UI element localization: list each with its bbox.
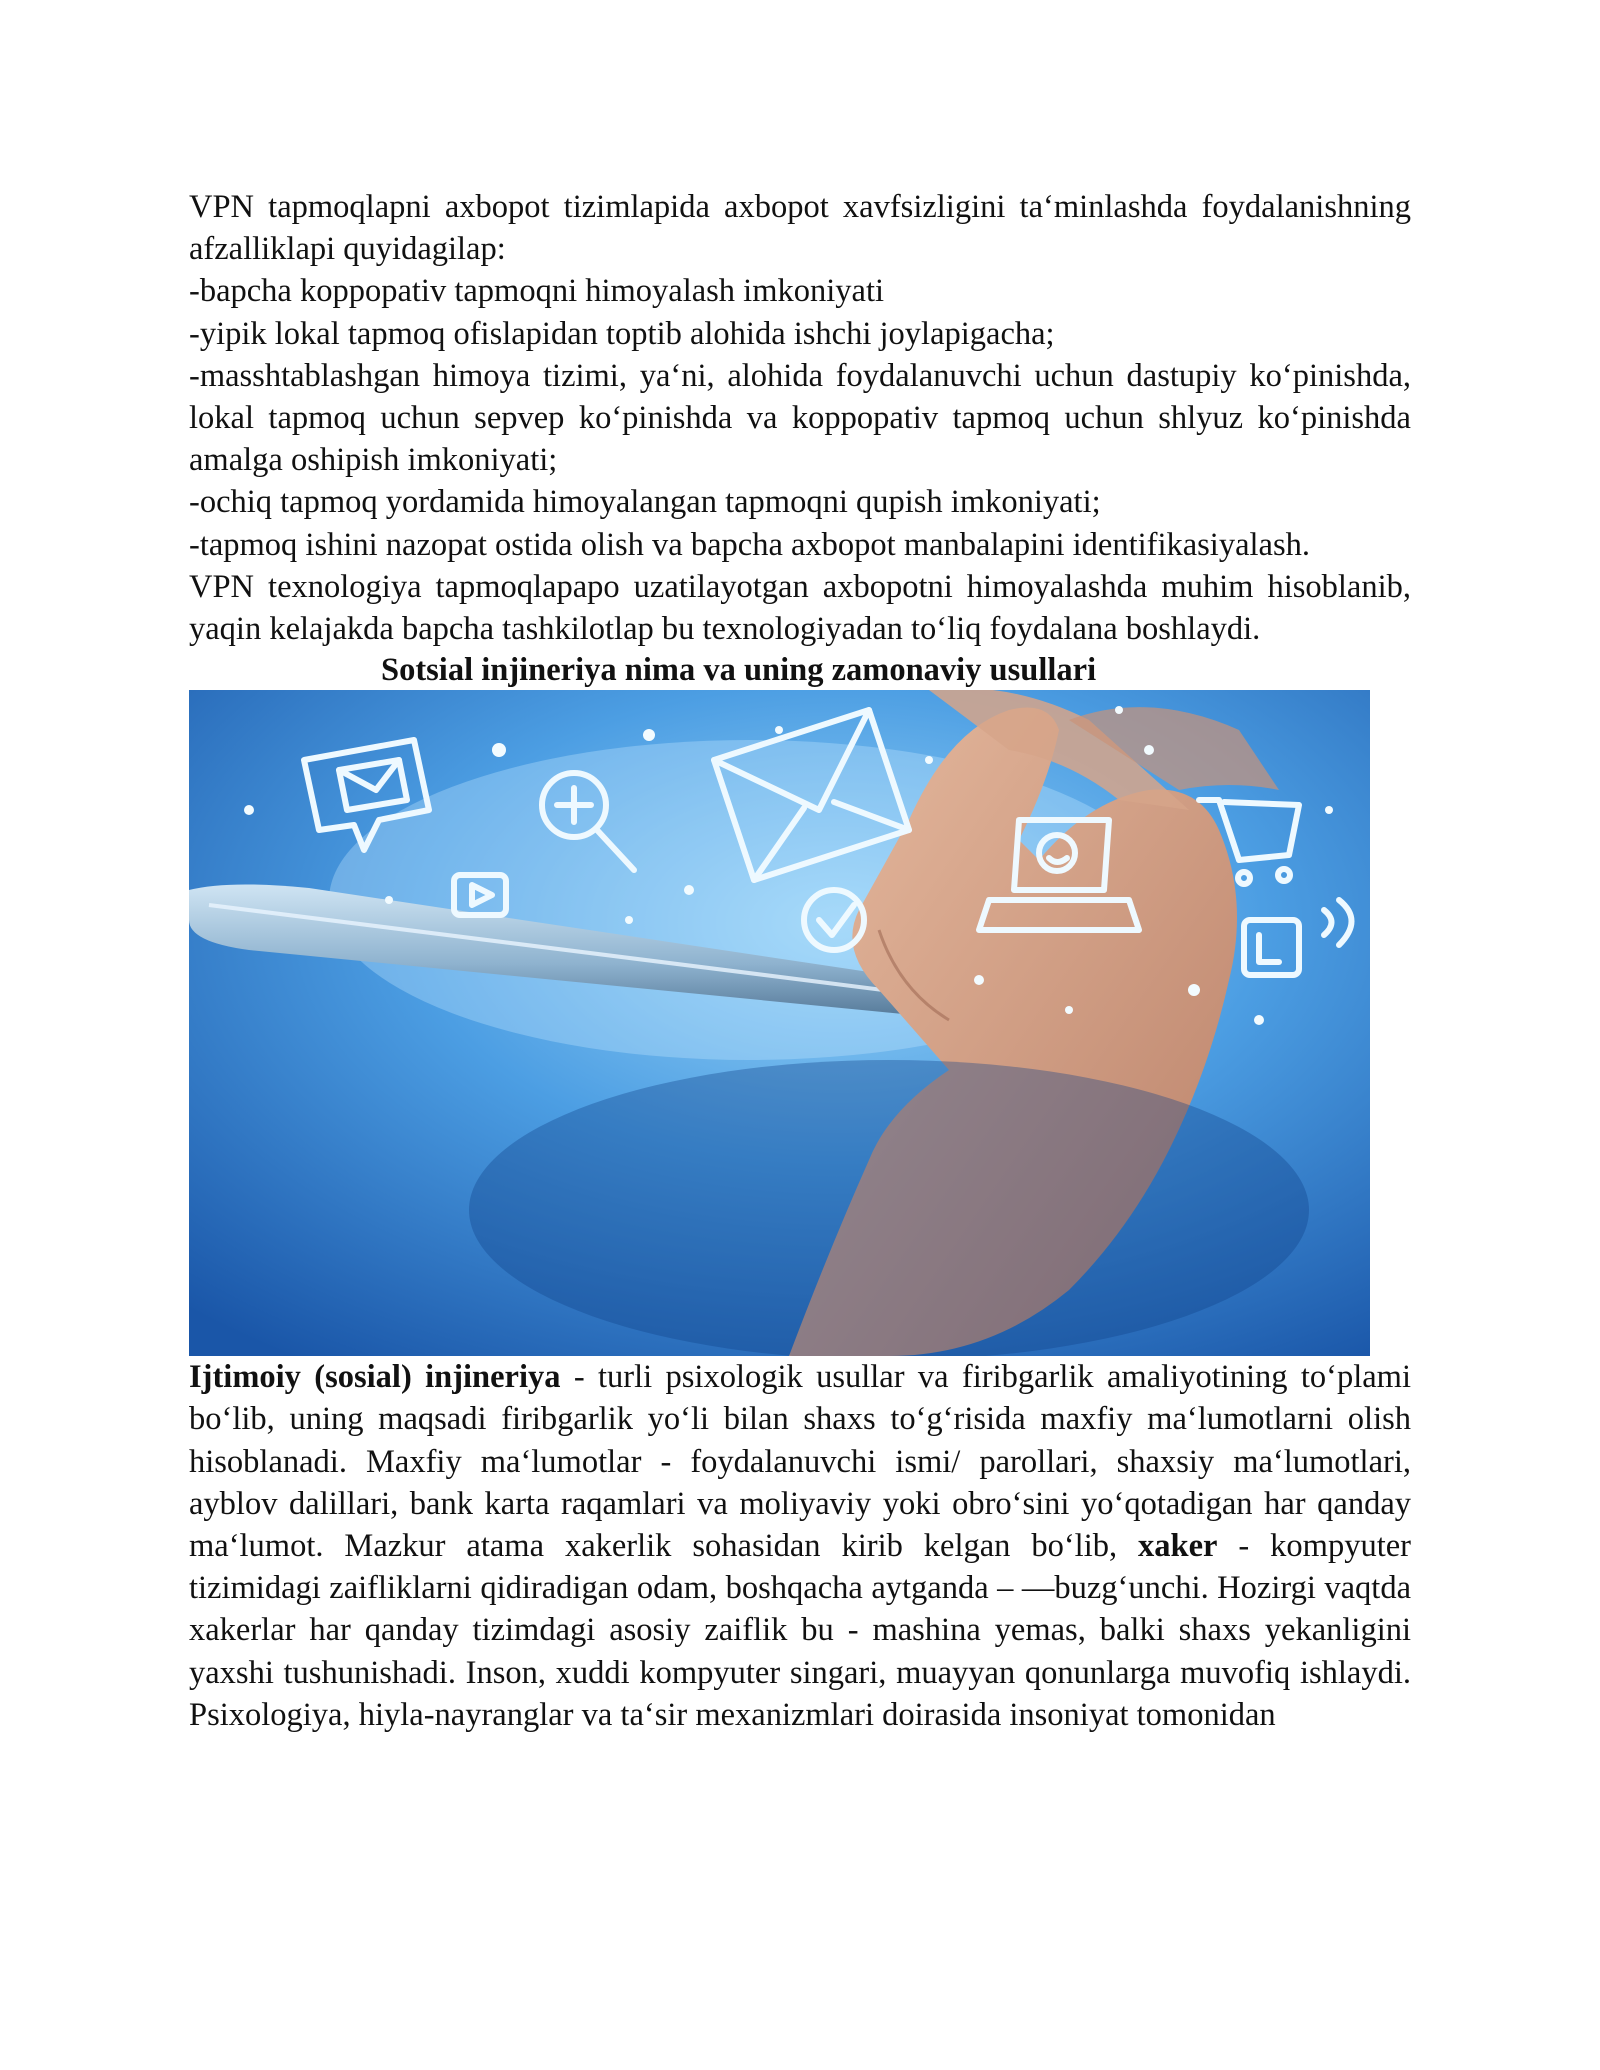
page-content: [189, 186, 1411, 1736]
illustration-svg: [189, 690, 1370, 1356]
intro-paragraph: VPN tapmoqlapni axbopot tizimlapida axbopot xavfsizligini ta‘minlashda foydalanishning afzalliklapi quyidagilap:: [189, 189, 1411, 268]
list-item: -masshtablashgan himoya tizimi, ya‘ni, alohida foydalanuvchi uchun dastupiy ko‘pinishda, lokal tapmoq uchun sepvep ko‘pinishda va koppopativ tapmoq uchun shlyuz ko‘pinishda amalga oshipish imkoniyati;: [189, 357, 1411, 479]
definition-text-continued: - kompyuter tizimidagi zaifliklarni qidiradigan odam, boshqacha aytganda – —buzg‘unchi. Hozirgi vaqtda xakerlar har qanday tizimdagi asosiy zaiflik bu - mashina yemas, balki shaxs yekanligini yaxshi tushunishadi. Inson, xuddi kompyuter singari, muayyan qonunlarga muvofiq ishlaydi. Psixologiya, hiyla-nayranglar va ta‘sir mexanizmlari doirasida insoniyat tomonidan: [189, 1528, 1411, 1733]
section-heading: Sotsial injineriya nima va uning zamonaviy usullari: [381, 652, 1097, 689]
illustration-tablet-social-icons: [189, 690, 1370, 1356]
term-hacker: xaker: [1138, 1528, 1218, 1565]
list-item: -tapmoq ishini nazopat ostida olish va bapcha axbopot manbalapini identifikasiyalash.: [189, 526, 1310, 563]
conclusion-paragraph: VPN texnologiya tapmoqlapapo uzatilayotgan axbopotni himoyalashda muhim hisoblanib, yaqin kelajakda bapcha tashkilotlap bu texnologiyadan to‘liq foydalana boshlaydi.: [189, 568, 1411, 648]
list-item: -ochiq tapmoq yordamida himoyalangan tapmoqni qupish imkoniyati;: [189, 484, 1101, 521]
definition-paragraph: [189, 1356, 1411, 1736]
list-item: -yipik lokal tapmoq ofislapidan toptib alohida ishchi joylapigacha;: [189, 315, 1055, 352]
definition-text: - turli psixologik usullar va firibgarlik amaliyotining to‘plami bo‘lib, uning maqsadi firibgarlik yo‘li bilan shaxs to‘g‘risida maxfiy ma‘lumotlarni olish hisoblanadi. Maxfiy ma‘lumotlar - foydalanuvchi ismi/ parollari, shaxsiy ma‘lumotlari, ayblov dalillari, bank karta raqamlari va moliyaviy yoki obro‘sini yo‘qotadigan har qanday ma‘lumot. Mazkur atama xakerlik sohasidan kirib kelgan bo‘lib,: [189, 1359, 1411, 1565]
term-social-engineering: Ijtimoiy (sosial) injineriya: [189, 1359, 561, 1396]
list-item: -bapcha koppopativ tapmoqni himoyalash imkoniyati: [189, 273, 885, 310]
